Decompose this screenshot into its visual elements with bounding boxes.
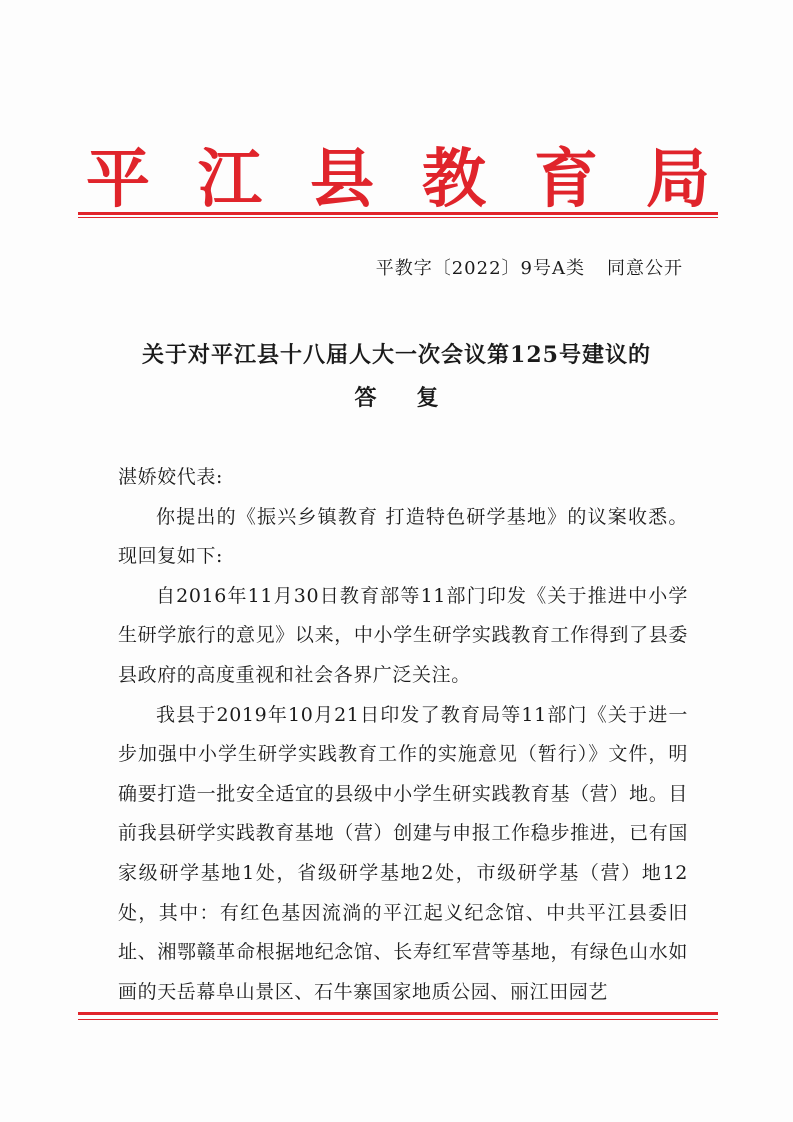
masthead-char: 局 — [646, 142, 710, 217]
footer-divider — [78, 1012, 718, 1015]
masthead-divider-thin — [78, 217, 718, 218]
masthead — [78, 140, 718, 220]
document-code: 平教字〔2022〕9号A类 — [375, 258, 585, 279]
document-title-line2: 答复 — [354, 385, 479, 411]
masthead-char: 县 — [310, 142, 374, 217]
masthead-char: 教 — [422, 142, 486, 217]
document-title-line1: 关于对平江县十八届人大一次会议第125号建议的 — [142, 342, 651, 368]
paragraph: 我县于2019年10月21日印发了教育局等11部门《关于进一步加强中小学生研学实践教育工作的实施意见（暂行）》文件，明确要打造一批安全适宜的县级中小学生研实践教育基（营）地。目前我县研学实践教育基地（营）创建与申报工作稳步推进，已有国家级研学基地1处，省级研学基地2处，市级研学基（营）地12处，其中：有红色基因流淌的平江起义纪念馆、中共平江县委旧址、湘鄂赣革命根据地纪念馆、长寿红军营等基地，有绿色山水如画的天岳幕阜山景区、石牛寨国家地质公园、丽江田园艺 — [118, 703, 688, 1003]
document-number — [376, 256, 683, 282]
masthead-char: 平 — [86, 142, 150, 217]
footer-divider-thin — [78, 1019, 718, 1020]
masthead-divider — [78, 212, 718, 215]
document-body — [118, 458, 688, 1012]
disclosure-status: 同意公开 — [607, 258, 683, 279]
salutation: 湛娇姣代表: — [118, 466, 224, 488]
paragraph: 你提出的《振兴乡镇教育 打造特色研学基地》的议案收悉。现回复如下: — [118, 505, 688, 568]
masthead-char: 育 — [534, 142, 598, 217]
masthead-char: 江 — [198, 142, 262, 217]
paragraph: 自2016年11月30日教育部等11部门印发《关于推进中小学生研学旅行的意见》以来，中小学生研学实践教育工作得到了县委县政府的高度重视和社会各界广泛关注。 — [118, 584, 688, 686]
